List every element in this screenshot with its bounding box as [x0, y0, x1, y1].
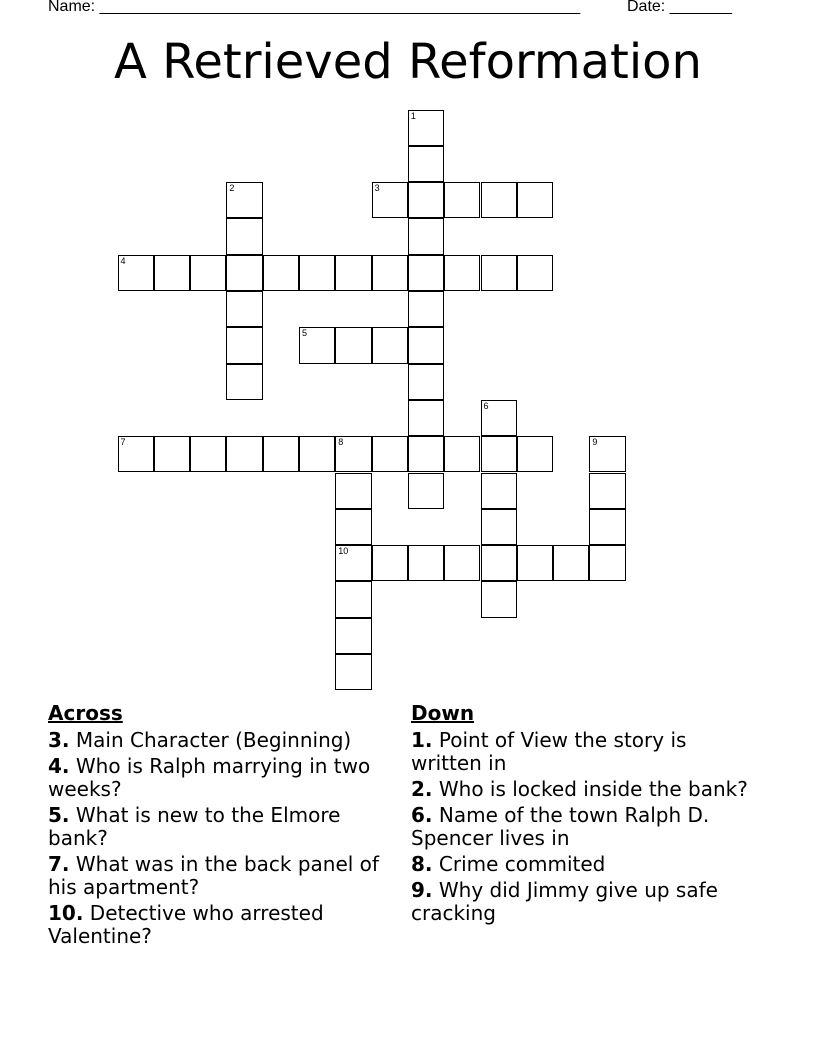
across-clues — [48, 702, 388, 951]
crossword-cell[interactable] — [408, 146, 444, 182]
crossword-cell[interactable] — [372, 327, 408, 363]
crossword-cell[interactable] — [481, 581, 517, 617]
crossword-cell[interactable] — [335, 327, 371, 363]
clue-text: What was in the back panel of his apartment? — [48, 852, 379, 899]
crossword-cell[interactable] — [299, 436, 335, 472]
clue-across — [48, 729, 388, 752]
crossword-cell[interactable] — [517, 182, 553, 218]
crossword-cell[interactable] — [335, 255, 371, 291]
clue-number-label: 7 — [120, 437, 126, 448]
clue-number: 1. — [411, 728, 433, 752]
across-heading: Across — [48, 701, 123, 725]
crossword-cell[interactable] — [372, 182, 408, 218]
clue-number: 5. — [48, 803, 70, 827]
crossword-cell[interactable] — [226, 218, 262, 254]
date-field-label: Date: _______ — [627, 0, 732, 15]
crossword-cell[interactable] — [517, 545, 553, 581]
clue-text: Who is locked inside the bank? — [438, 777, 748, 801]
crossword-cell[interactable] — [408, 436, 444, 472]
clue-number-label: 2 — [229, 183, 235, 194]
clue-text: Detective who arrested Valentine? — [48, 901, 324, 948]
clue-text: Who is Ralph marrying in two weeks? — [48, 754, 371, 801]
crossword-cell[interactable] — [299, 255, 335, 291]
crossword-cell[interactable] — [263, 436, 299, 472]
clue-down — [411, 729, 761, 775]
clue-number-label: 1 — [410, 110, 416, 121]
crossword-cell[interactable] — [481, 509, 517, 545]
crossword-cell[interactable] — [190, 436, 226, 472]
crossword-cell[interactable] — [226, 255, 262, 291]
crossword-cell[interactable] — [226, 364, 262, 400]
clue-number: 3. — [48, 728, 70, 752]
page-title: A Retrieved Reformation — [114, 34, 702, 90]
crossword-cell[interactable] — [372, 545, 408, 581]
clue-text: Crime commited — [438, 852, 606, 876]
crossword-cell[interactable] — [335, 473, 371, 509]
crossword-cell[interactable] — [408, 327, 444, 363]
clue-number-label: 6 — [483, 400, 489, 411]
clue-number-label: 3 — [374, 183, 380, 194]
crossword-cell[interactable] — [408, 545, 444, 581]
crossword-cell[interactable] — [408, 218, 444, 254]
crossword-cell[interactable] — [335, 436, 371, 472]
clue-across — [48, 853, 388, 899]
clue-number: 2. — [411, 777, 433, 801]
crossword-cell[interactable] — [589, 545, 625, 581]
crossword-cell[interactable] — [444, 255, 480, 291]
clue-number: 6. — [411, 803, 433, 827]
clue-text: Name of the town Ralph D. Spencer lives in — [411, 803, 710, 850]
crossword-cell[interactable] — [408, 473, 444, 509]
crossword-cell[interactable] — [517, 436, 553, 472]
crossword-cell[interactable] — [481, 400, 517, 436]
clue-text: What is new to the Elmore bank? — [48, 803, 341, 850]
clue-across — [48, 755, 388, 801]
crossword-cell[interactable] — [553, 545, 589, 581]
crossword-cell[interactable] — [408, 291, 444, 327]
crossword-cell[interactable] — [154, 255, 190, 291]
clue-across — [48, 902, 388, 948]
crossword-cell[interactable] — [408, 182, 444, 218]
clue-number-label: 9 — [592, 437, 598, 448]
crossword-cell[interactable] — [481, 473, 517, 509]
crossword-cell[interactable] — [408, 110, 444, 146]
crossword-cell[interactable] — [335, 654, 371, 690]
crossword-cell[interactable] — [589, 509, 625, 545]
crossword-cell[interactable] — [226, 436, 262, 472]
clue-number: 7. — [48, 852, 70, 876]
crossword-cell[interactable] — [408, 364, 444, 400]
down-clues — [411, 702, 761, 928]
crossword-cell[interactable] — [335, 618, 371, 654]
clue-down — [411, 804, 761, 850]
clue-number: 4. — [48, 754, 70, 778]
crossword-cell[interactable] — [118, 436, 154, 472]
crossword-cell[interactable] — [299, 327, 335, 363]
crossword-cell[interactable] — [335, 581, 371, 617]
clue-text: Main Character (Beginning) — [75, 728, 352, 752]
crossword-cell[interactable] — [263, 255, 299, 291]
crossword-cell[interactable] — [118, 255, 154, 291]
crossword-cell[interactable] — [481, 182, 517, 218]
clue-number-label: 8 — [338, 437, 344, 448]
crossword-cell[interactable] — [154, 436, 190, 472]
down-heading: Down — [411, 701, 475, 725]
crossword-cell[interactable] — [517, 255, 553, 291]
clue-down — [411, 853, 761, 876]
crossword-cell[interactable] — [589, 473, 625, 509]
crossword-cell[interactable] — [481, 436, 517, 472]
crossword-cell[interactable] — [335, 545, 371, 581]
clue-number-label: 10 — [338, 546, 349, 557]
crossword-cell[interactable] — [444, 436, 480, 472]
clue-number-label: 4 — [120, 255, 126, 266]
crossword-cell[interactable] — [589, 436, 625, 472]
crossword-cell[interactable] — [408, 255, 444, 291]
clue-text: Point of View the story is written in — [411, 728, 687, 775]
crossword-cell[interactable] — [444, 545, 480, 581]
clue-number: 8. — [411, 852, 433, 876]
clue-number-label: 5 — [302, 328, 308, 339]
name-field-label: Name: ______________________________________________________ — [48, 0, 581, 15]
crossword-cell[interactable] — [444, 182, 480, 218]
crossword-cell[interactable] — [226, 291, 262, 327]
crossword-cell[interactable] — [408, 400, 444, 436]
crossword-cell[interactable] — [226, 327, 262, 363]
clue-text: Why did Jimmy give up safe cracking — [411, 878, 718, 925]
crossword-cell[interactable] — [481, 545, 517, 581]
clue-across — [48, 804, 388, 850]
crossword-cell[interactable] — [481, 255, 517, 291]
clue-number: 9. — [411, 878, 433, 902]
crossword-cell[interactable] — [372, 436, 408, 472]
clue-down — [411, 778, 761, 801]
crossword-cell[interactable] — [335, 509, 371, 545]
crossword-cell[interactable] — [226, 182, 262, 218]
clue-number: 10. — [48, 901, 84, 925]
crossword-cell[interactable] — [372, 255, 408, 291]
clue-down — [411, 879, 761, 925]
crossword-cell[interactable] — [190, 255, 226, 291]
